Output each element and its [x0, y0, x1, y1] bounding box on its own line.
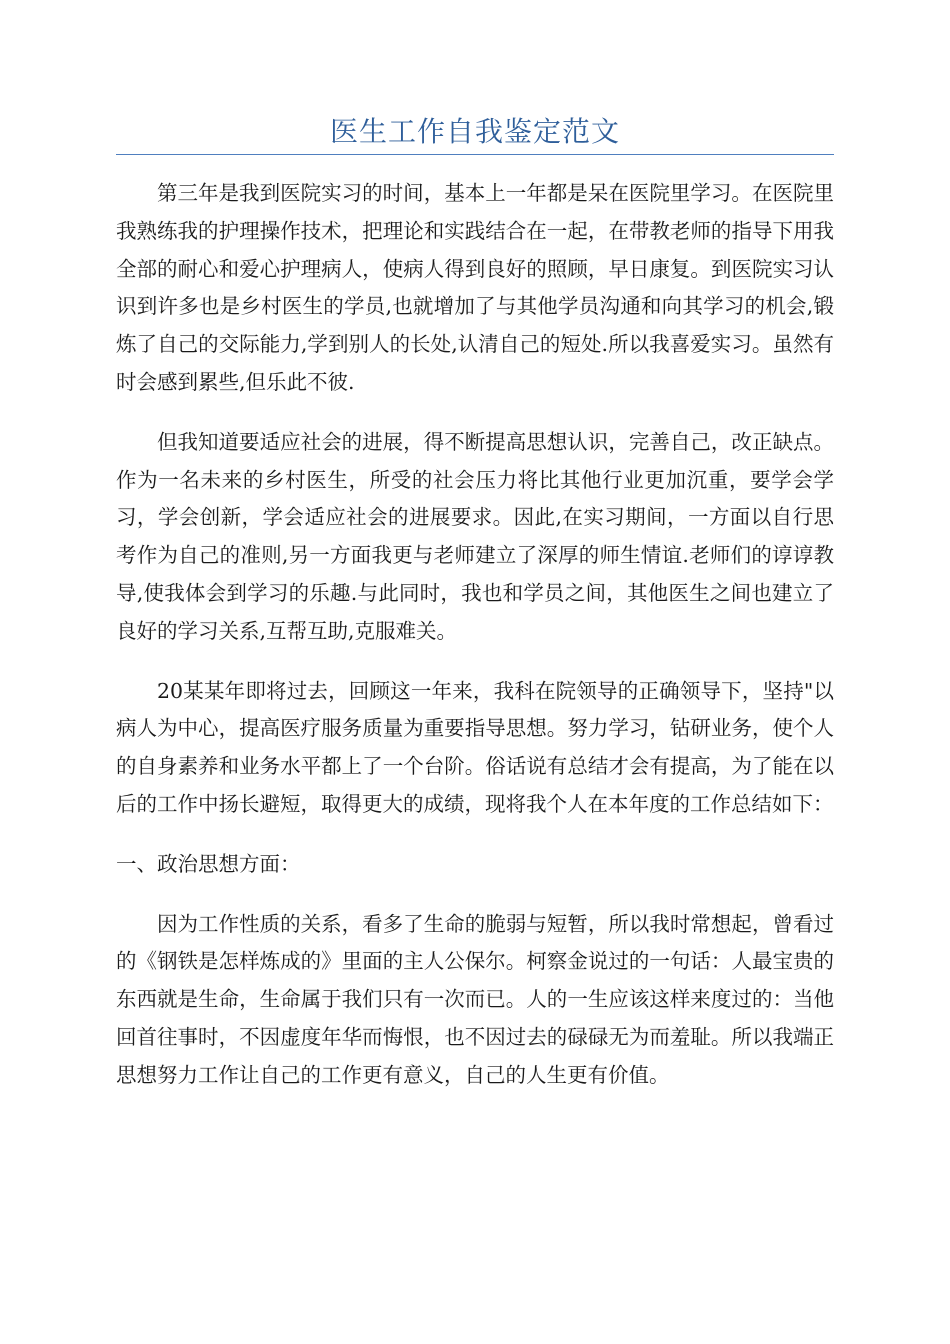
document-title: 医生工作自我鉴定范文: [329, 115, 620, 148]
document-body: [116, 175, 834, 1117]
title-divider: [116, 154, 834, 155]
paragraph-internship: 第三年是我到医院实习的时间，基本上一年都是呆在医院里学习。在医院里我熟练我的护理操作技术，把理论和实践结合在一起，在带教老师的指导下用我全部的耐心和爱心护理病人，使病人得到良好的照顾，早日康复。到医院实习认识到许多也是乡村医生的学员,也就增加了与其他学员沟通和向其学习的机会,锻炼了自己的交际能力,学到别人的长处,认清自己的短处.所以我喜爱实习。虽然有时会感到累些,但乐此不彼.: [116, 181, 834, 394]
section-heading-political: 一、政治思想方面：: [116, 851, 301, 876]
paragraph-year-review: 20某某年即将过去，回顾这一年来，我科在院领导的正确领导下，坚持"以病人为中心，提高医疗服务质量为重要指导思想。努力学习，钻研业务，使个人的自身素养和业务水平都上了一个台阶。俗话说有总结才会有提高，为了能在以后的工作中扬长避短，取得更大的成绩，现将我个人在本年度的工作总结如下：: [116, 678, 834, 816]
paragraph-social-adaptation: 但我知道要适应社会的进展，得不断提高思想认识，完善自己，改正缺点。作为一名未来的乡村医生，所受的社会压力将比其他行业更加沉重，要学会学习，学会创新，学会适应社会的进展要求。因此,在实习期间，一方面以自行思考作为自己的准则,另一方面我更与老师建立了深厚的师生情谊.老师们的谆谆教导,使我体会到学习的乐趣.与此同时，我也和学员之间，其他医生之间也建立了良好的学习关系,互帮互助,克服难关。: [116, 429, 834, 643]
paragraph-political-thought: 因为工作性质的关系，看多了生命的脆弱与短暂，所以我时常想起，曾看过的《钢铁是怎样炼成的》里面的主人公保尔。柯察金说过的一句话：人最宝贵的东西就是生命，生命属于我们只有一次而已。人的一生应该这样来度过的：当他回首往事时，不因虚度年华而悔恨，也不因过去的碌碌无为而羞耻。所以我端正思想努力工作让自己的工作更有意义，自己的人生更有价值。: [116, 911, 834, 1087]
